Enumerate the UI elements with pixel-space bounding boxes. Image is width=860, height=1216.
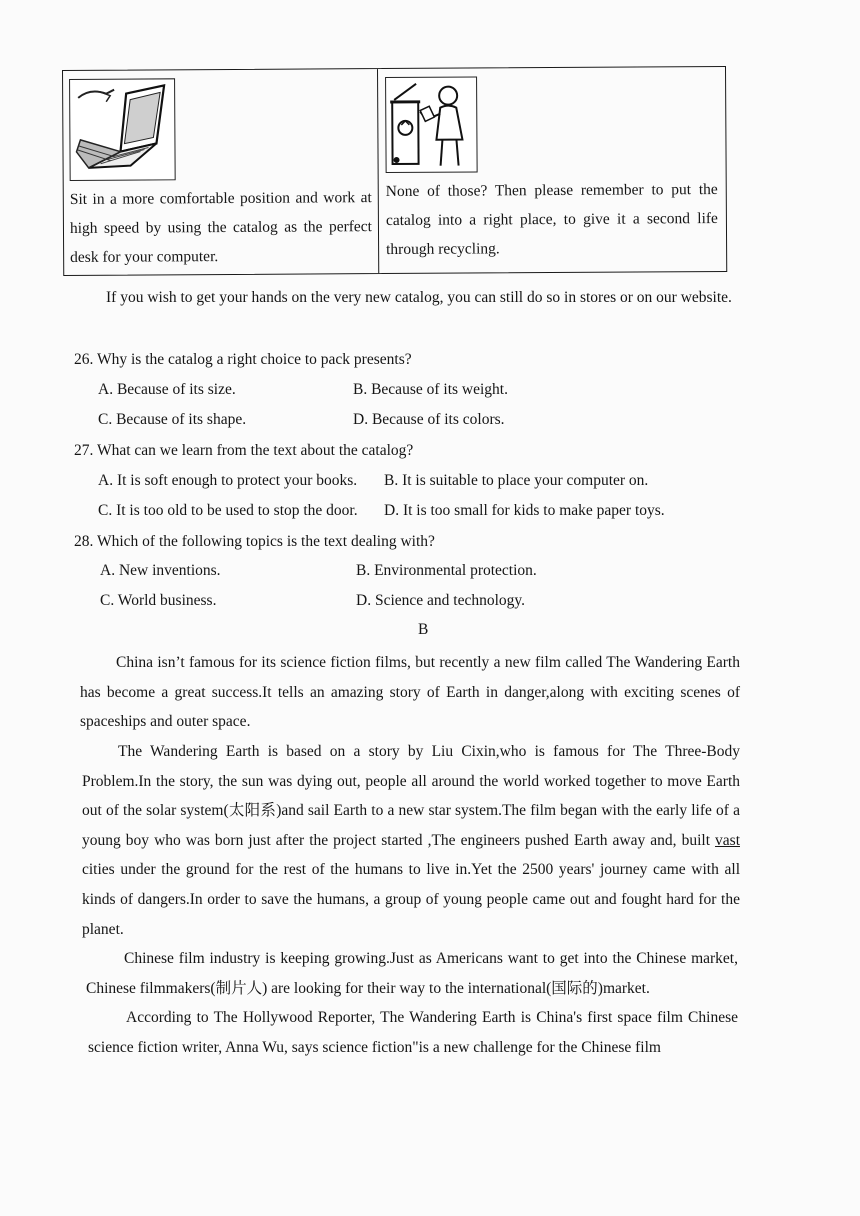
question-text: What can we learn from the text about the catalog? bbox=[96, 442, 414, 459]
passage-paragraph-4: According to The Hollywood Reporter, The Wandering Earth is China's first space film Chinese science fiction writer, Anna Wu, says science fiction"is a new challenge for the Chinese film bbox=[88, 1009, 738, 1056]
option-28d[interactable]: D. Science and technology. bbox=[356, 592, 526, 609]
intro-paragraph: If you wish to get your hands on the very new catalog, you can still do so in stores or on our website. bbox=[106, 289, 732, 306]
left-cell-text: Sit in a more comfortable position and work at high speed by using the catalog as the perfect desk for your computer. bbox=[69, 189, 373, 266]
paragraph-2-text-start: The Wandering Earth is based on a story by Liu Cixin,who is famous for The Three-Body Problem.In the story, the sun was dying out, people all around the world worked together to move Earth out of the solar system(太阳系)and sail Earth to a new star system.The film began with the early life of a young boy who was born just after the project started ,The engineers pushed Earth away and, built bbox=[82, 743, 740, 849]
question-27 bbox=[74, 442, 413, 460]
illustration-table bbox=[62, 66, 727, 276]
question-text: Which of the following topics is the text dealing with? bbox=[96, 533, 435, 550]
paragraph-2-text-end: cities under the ground for the rest of the humans to live in.Yet the 2500 years' journey came with all kinds of dangers.In order to save the humans, a group of young people came out and fought hard for the planet. bbox=[82, 861, 740, 938]
recycling-bin-image bbox=[385, 76, 478, 173]
option-26a[interactable]: A. Because of its size. bbox=[98, 381, 236, 398]
underlined-word-vast: vast bbox=[715, 831, 740, 849]
option-26d[interactable]: D. Because of its colors. bbox=[353, 411, 505, 428]
passage-paragraph-1: China isn’t famous for its science fiction films, but recently a new film called The Wandering Earth has become a great success.It tells an amazing story of Earth in danger,along with exciting scenes of spaceships and outer space. bbox=[80, 654, 740, 731]
option-27b[interactable]: B. It is suitable to place your computer on. bbox=[384, 472, 649, 489]
option-28b[interactable]: B. Environmental protection. bbox=[356, 562, 537, 579]
passage-paragraph-3: Chinese film industry is keeping growing.Just as Americans want to get into the Chinese market, Chinese filmmakers(制片人) are looking for their way to the international(国际的)market. bbox=[86, 950, 738, 997]
option-26c[interactable]: C. Because of its shape. bbox=[98, 411, 247, 428]
question-28 bbox=[74, 533, 435, 551]
option-26b[interactable]: B. Because of its weight. bbox=[353, 381, 508, 398]
laptop-on-catalog-image bbox=[69, 78, 176, 181]
table-cell-recycling bbox=[377, 67, 726, 273]
option-27a[interactable]: A. It is soft enough to protect your books. bbox=[98, 472, 358, 489]
question-number: 28. bbox=[74, 533, 94, 550]
right-cell-text: None of those? Then please remember to put the catalog into a right place, to give it a second life through recycling. bbox=[385, 180, 718, 259]
option-28c[interactable]: C. World business. bbox=[100, 592, 217, 609]
option-27c[interactable]: C. It is too old to be used to stop the door. bbox=[98, 502, 358, 519]
option-27d[interactable]: D. It is too small for kids to make paper toys. bbox=[384, 502, 665, 519]
question-26 bbox=[74, 351, 412, 369]
passage-paragraph-2 bbox=[82, 737, 740, 944]
option-28a[interactable]: A. New inventions. bbox=[100, 562, 221, 579]
question-number: 27. bbox=[74, 442, 94, 459]
question-text: Why is the catalog a right choice to pack presents? bbox=[96, 351, 412, 368]
question-number: 26. bbox=[74, 351, 94, 368]
table-cell-laptop bbox=[63, 69, 379, 275]
section-b-heading: B bbox=[418, 621, 429, 638]
